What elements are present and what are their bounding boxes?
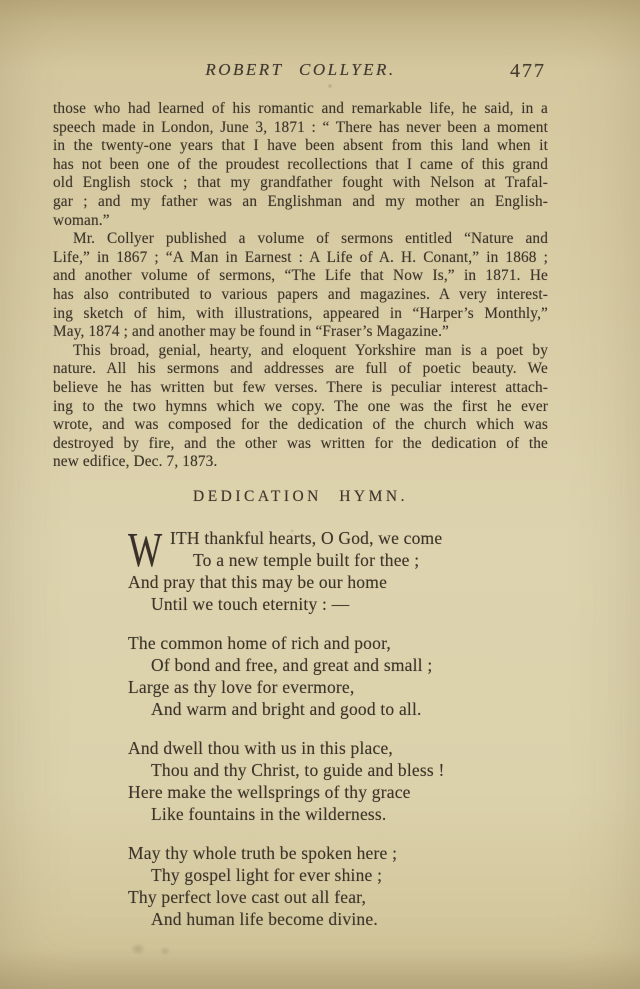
stanza: [128, 632, 508, 720]
text-line: has also contributed to various papers and magazines. A very interest-: [53, 285, 548, 303]
text-line: Mr. Collyer published a volume of sermons entitled “Nature and: [73, 230, 548, 248]
text-line: woman.”: [53, 211, 110, 229]
hymn-line: And dwell thou with us in this place,: [128, 738, 394, 758]
dropcap-initial: W: [128, 522, 163, 577]
paragraph: [53, 230, 548, 342]
paragraph: [53, 342, 548, 472]
hymn-line: Large as thy love for evermore,: [128, 677, 355, 697]
hymn-line: Until we touch eternity : —: [151, 594, 350, 614]
text-line: destroyed by fire, and the other was written for the dedication of the: [53, 434, 548, 452]
hymn-line: Thou and thy Christ, to guide and bless !: [151, 760, 445, 780]
hymn-line: Of bond and free, and great and small ;: [151, 655, 433, 675]
text-line: new edifice, Dec. 7, 1873.: [53, 453, 218, 471]
page-number: 477: [510, 60, 546, 82]
hymn-line: To a new temple built for thee ;: [193, 550, 420, 570]
text-line: nature. All his sermons and addresses are full of poetic beauty. We: [53, 360, 548, 378]
hymn-line: The common home of rich and poor,: [128, 633, 391, 653]
hymn-line: Like fountains in the wilderness.: [151, 804, 387, 824]
text-line: May, 1874 ; and another may be found in “Fraser’s Magazine.”: [53, 323, 449, 341]
stanza: [128, 842, 508, 930]
stanza: [128, 522, 508, 615]
hymn-line: Here make the wellsprings of thy grace: [128, 782, 411, 802]
text-line: old English stock ; that my grandfather fought with Nelson at Trafal-: [53, 174, 548, 192]
hymn-line: And pray that this may be our home: [128, 572, 388, 592]
text-line: in the twenty-one years that I have been absent from this land when it: [53, 137, 548, 155]
hymn-heading: DEDICATION HYMN.: [193, 488, 408, 505]
hymn: [128, 522, 508, 947]
text-line: This broad, genial, hearty, and eloquent Yorkshire man is a poet by: [73, 341, 548, 359]
body-text: [53, 100, 548, 472]
text-line: ing sketch of him, with illustrations, appeared in “Harper’s Monthly,”: [53, 304, 548, 322]
hymn-line: May thy whole truth be spoken here ;: [128, 843, 398, 863]
text-line: wrote, and was composed for the dedication of the church which was: [53, 416, 548, 434]
running-head: [53, 60, 548, 84]
hymn-line: Thy perfect love cast out all fear,: [128, 887, 367, 907]
text-line: speech made in London, June 3, 1871 : “ There has never been a moment: [53, 118, 548, 136]
hymn-line: And warm and bright and good to all.: [151, 699, 422, 719]
paragraph: [53, 100, 548, 230]
hymn-line: And human life become divine.: [151, 909, 378, 929]
stanza: [128, 737, 508, 825]
text-line: Life,” in 1867 ; “A Man in Earnest : A Life of A. H. Conant,” in 1868 ;: [53, 248, 548, 266]
text-line: gar ; and my father was an Englishman and my mother an English-: [53, 192, 548, 210]
text-line: has not been one of the proudest recollections that I came of this grand: [53, 155, 548, 173]
hymn-line: ITH thankful hearts, O God, we come: [170, 528, 443, 548]
text-line: those who had learned of his romantic and remarkable life, he said, in a: [53, 100, 548, 117]
text-line: and another volume of sermons, “The Life that Now Is,” in 1871. He: [53, 267, 548, 285]
hymn-line: Thy gospel light for ever shine ;: [151, 865, 383, 885]
page-title: ROBERT COLLYER.: [205, 60, 396, 79]
text-line: ing to the two hymns which we copy. The one was the first he ever: [53, 397, 548, 415]
text-line: believe he has written but few verses. There is peculiar interest attach-: [53, 378, 548, 396]
